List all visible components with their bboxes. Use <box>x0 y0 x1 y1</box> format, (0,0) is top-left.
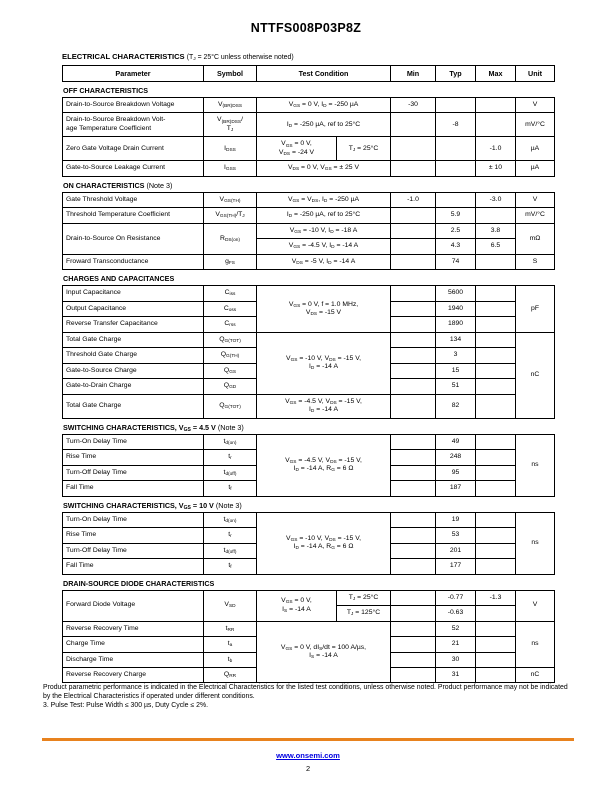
symbol-cell: $C_{rss}$ <box>204 317 257 332</box>
value-cell: -8 <box>436 113 476 137</box>
ec-heading-note: ($T_J = 25^\circ C$ unless otherwise noted) <box>186 54 294 63</box>
symbol-cell: $t_{d(on)}$ <box>204 512 257 527</box>
section-table <box>62 512 555 575</box>
param-cell: Zero Gate Voltage Drain Current <box>63 137 204 161</box>
value-cell: 15 <box>436 363 476 378</box>
value-cell: 5.9 <box>436 208 476 223</box>
param-cell: Discharge Time <box>63 652 204 667</box>
value-cell: 30 <box>436 652 476 667</box>
unit-cell: ns <box>516 512 555 574</box>
unit-cell: V <box>516 192 555 207</box>
symbol-cell: $t_f$ <box>204 481 257 496</box>
value-cell <box>476 512 516 527</box>
symbol-cell: $t_a$ <box>204 637 257 652</box>
table-row <box>63 208 555 223</box>
value-cell <box>391 363 436 378</box>
param-cell: Fall Time <box>63 559 204 574</box>
symbol-cell: $V_{GS(TH)}/T_J$ <box>204 208 257 223</box>
param-cell: Forward Diode Voltage <box>63 590 204 621</box>
unit-cell: mV/°C <box>516 113 555 137</box>
param-cell: Reverse Transfer Capacitance <box>63 317 204 332</box>
symbol-cell: $t_{d(off)}$ <box>204 465 257 480</box>
condition-cell: $T_J = 125^\circ C$ <box>337 606 391 621</box>
param-cell: Threshold Gate Charge <box>63 348 204 363</box>
unit-cell: S <box>516 254 555 269</box>
column-header-parameter: Parameter <box>63 66 204 82</box>
value-cell: 177 <box>436 559 476 574</box>
param-cell: Fall Time <box>63 481 204 496</box>
value-cell <box>391 667 436 682</box>
table-row <box>63 512 555 527</box>
symbol-cell: $Q_{G(TOT)}$ <box>204 394 257 418</box>
param-cell: Threshold Temperature Coefficient <box>63 208 204 223</box>
param-cell: Rise Time <box>63 450 204 465</box>
value-cell <box>476 208 516 223</box>
table-row <box>63 434 555 449</box>
unit-cell: µA <box>516 137 555 161</box>
section-table <box>62 192 555 270</box>
value-cell: 3 <box>436 348 476 363</box>
symbol-cell: $V_{SD}$ <box>204 590 257 621</box>
param-cell: Drain-to-Source Breakdown Volt- age Temperature Coefficient <box>63 113 204 137</box>
value-cell <box>476 286 516 301</box>
table-row <box>63 590 555 605</box>
value-cell <box>391 559 436 574</box>
value-cell: 74 <box>436 254 476 269</box>
value-cell: -0.63 <box>436 606 476 621</box>
value-cell <box>391 394 436 418</box>
symbol-cell: $t_{d(on)}$ <box>204 434 257 449</box>
condition-cell: $V_{GS} = 0$ V, f = 1.0 MHz, $V_{DS} = -15$ V <box>257 286 391 332</box>
section-heading: CHARGES AND CAPACITANCES <box>63 274 175 284</box>
value-cell: 187 <box>436 481 476 496</box>
value-cell: 1890 <box>436 317 476 332</box>
symbol-cell: $t_f$ <box>204 559 257 574</box>
condition-cell: $V_{DS} = -5$ V, $I_D = -14$ A <box>257 254 391 269</box>
symbol-cell: $Q_{GD}$ <box>204 379 257 394</box>
value-cell <box>391 512 436 527</box>
value-cell <box>391 606 436 621</box>
condition-cell: $V_{GS} = 0$ V, $I_S = -14$ A <box>257 590 337 621</box>
value-cell <box>476 465 516 480</box>
value-cell <box>476 652 516 667</box>
electrical-characteristics-heading <box>62 52 554 61</box>
value-cell <box>391 652 436 667</box>
value-cell: 52 <box>436 621 476 636</box>
value-cell <box>476 113 516 137</box>
value-cell <box>436 137 476 161</box>
value-cell <box>391 113 436 137</box>
param-cell: Turn-On Delay Time <box>63 512 204 527</box>
value-cell <box>391 208 436 223</box>
symbol-cell: $t_{RR}$ <box>204 621 257 636</box>
param-cell: Charge Time <box>63 637 204 652</box>
value-cell <box>436 161 476 176</box>
value-cell <box>391 465 436 480</box>
param-cell: Froward Transconductance <box>63 254 204 269</box>
value-cell: 201 <box>436 543 476 558</box>
table-row <box>63 192 555 207</box>
condition-cell: $V_{GS} = -10$ V, $V_{DS} = -15$ V, $I_D = -14$ A, $R_G = 6$ Ω <box>257 512 391 574</box>
value-cell <box>436 192 476 207</box>
symbol-cell: $t_r$ <box>204 450 257 465</box>
symbol-cell: $V_{GS(TH)}$ <box>204 192 257 207</box>
condition-cell: $T_J = 25^\circ C$ <box>337 137 391 161</box>
value-cell <box>391 239 436 254</box>
value-cell: 95 <box>436 465 476 480</box>
value-cell <box>391 348 436 363</box>
value-cell <box>391 332 436 347</box>
footnotes <box>43 683 574 710</box>
value-cell <box>476 317 516 332</box>
value-cell: 3.8 <box>476 223 516 238</box>
value-cell: 134 <box>436 332 476 347</box>
table-row <box>63 98 555 113</box>
param-cell: Turn-Off Delay Time <box>63 543 204 558</box>
value-cell <box>476 254 516 269</box>
page-footer <box>42 738 574 773</box>
unit-cell: pF <box>516 286 555 332</box>
value-cell <box>476 559 516 574</box>
section-table <box>62 285 555 418</box>
unit-cell: V <box>516 590 555 621</box>
param-cell: Total Gate Charge <box>63 394 204 418</box>
page-number: 2 <box>305 763 311 773</box>
symbol-cell: $I_{DSS}$ <box>204 137 257 161</box>
column-header-max: Max <box>476 66 516 82</box>
value-cell <box>391 434 436 449</box>
param-cell: Input Capacitance <box>63 286 204 301</box>
page-content <box>62 52 554 683</box>
value-cell <box>391 528 436 543</box>
unit-cell: mΩ <box>516 223 555 254</box>
value-cell <box>476 606 516 621</box>
value-cell <box>476 394 516 418</box>
value-cell <box>476 332 516 347</box>
value-cell <box>476 98 516 113</box>
value-cell <box>476 301 516 316</box>
unit-cell: nC <box>516 332 555 418</box>
symbol-cell: $Q_{GS}$ <box>204 363 257 378</box>
table-row <box>63 621 555 636</box>
param-cell: Reverse Recovery Charge <box>63 667 204 682</box>
param-cell: Gate-to-Source Charge <box>63 363 204 378</box>
value-cell <box>476 481 516 496</box>
value-cell: 19 <box>436 512 476 527</box>
param-cell: Drain-to-Source Breakdown Voltage <box>63 98 204 113</box>
param-cell: Output Capacitance <box>63 301 204 316</box>
table-row <box>63 394 555 418</box>
value-cell <box>391 379 436 394</box>
value-cell: 51 <box>436 379 476 394</box>
table-row <box>63 286 555 301</box>
symbol-cell: $R_{DS(on)}$ <box>204 223 257 254</box>
table-row <box>63 161 555 176</box>
unit-cell: ns <box>516 621 555 667</box>
unit-cell: mV/°C <box>516 208 555 223</box>
value-cell <box>476 450 516 465</box>
param-cell: Gate-to-Source Leakage Current <box>63 161 204 176</box>
condition-cell: $V_{GS} = 0$ V, $V_{DS} = -24$ V <box>257 137 337 161</box>
value-cell <box>391 543 436 558</box>
electrical-characteristics-table <box>62 65 554 683</box>
condition-cell: $V_{DS} = 0$ V, $V_{GS}$ = ± 25 V <box>257 161 391 176</box>
value-cell: 248 <box>436 450 476 465</box>
condition-cell: $V_{GS} = V_{DS}$, $I_D = -250$ µA <box>257 192 391 207</box>
section-table <box>62 434 555 497</box>
value-cell <box>476 667 516 682</box>
value-cell <box>476 543 516 558</box>
condition-cell: $V_{GS} = 0$ V, $dI_S/dt = 100$ A/µs, $I_S = -14$ A <box>257 621 391 683</box>
value-cell <box>476 528 516 543</box>
symbol-cell: $t_{d(off)}$ <box>204 543 257 558</box>
value-cell <box>391 450 436 465</box>
table-row <box>63 223 555 238</box>
value-cell <box>391 317 436 332</box>
symbol-cell: $C_{iss}$ <box>204 286 257 301</box>
section-heading: SWITCHING CHARACTERISTICS, $V_{GS} = 10$ V (Note 3) <box>63 500 242 511</box>
value-cell: 53 <box>436 528 476 543</box>
condition-cell: $V_{GS} = -10$ V, $I_D = -18$ A <box>257 223 391 238</box>
symbol-cell: $Q_{G(TH)}$ <box>204 348 257 363</box>
column-header-typ: Typ <box>436 66 476 82</box>
value-cell <box>476 348 516 363</box>
value-cell <box>391 286 436 301</box>
value-cell <box>391 254 436 269</box>
value-cell: -1.0 <box>391 192 436 207</box>
condition-cell: $I_D = -250$ µA, ref to 25°C <box>257 113 391 137</box>
value-cell: -0.77 <box>436 590 476 605</box>
unit-cell: V <box>516 98 555 113</box>
value-cell <box>476 379 516 394</box>
condition-cell: $V_{GS} = -4.5$ V, $V_{DS} = -15$ V, $I_D = -14$ A <box>257 394 391 418</box>
value-cell: 82 <box>436 394 476 418</box>
value-cell: 1940 <box>436 301 476 316</box>
symbol-cell: $Q_{G(TOT)}$ <box>204 332 257 347</box>
onsemi-link[interactable]: www.onsemi.com <box>276 750 340 760</box>
value-cell: 49 <box>436 434 476 449</box>
value-cell <box>391 481 436 496</box>
column-header-unit: Unit <box>516 66 555 82</box>
param-cell: Turn-Off Delay Time <box>63 465 204 480</box>
unit-cell: ns <box>516 434 555 496</box>
footnote-3: 3. Pulse Test: Pulse Width ≤ 300 µs, Duty Cycle ≤ 2%. <box>43 702 208 710</box>
value-cell: 5600 <box>436 286 476 301</box>
param-cell: Total Gate Charge <box>63 332 204 347</box>
param-cell: Rise Time <box>63 528 204 543</box>
param-cell: Gate-to-Drain Charge <box>63 379 204 394</box>
value-cell <box>476 637 516 652</box>
section-table <box>62 590 555 684</box>
symbol-cell: $g_{FS}$ <box>204 254 257 269</box>
column-header-test-condition: Test Condition <box>257 66 391 82</box>
condition-cell: $T_J = 25^\circ C$ <box>337 590 391 605</box>
symbol-cell: $t_r$ <box>204 528 257 543</box>
symbol-cell: $Q_{RR}$ <box>204 667 257 682</box>
value-cell: -1.0 <box>476 137 516 161</box>
symbol-cell: $C_{oss}$ <box>204 301 257 316</box>
column-header-symbol: Symbol <box>204 66 257 82</box>
value-cell: 31 <box>436 667 476 682</box>
table-row <box>63 113 555 137</box>
param-cell: Drain-to-Source On Resistance <box>63 223 204 254</box>
section-table <box>62 97 555 177</box>
column-header-row <box>62 65 555 82</box>
value-cell: ± 10 <box>476 161 516 176</box>
value-cell <box>391 137 436 161</box>
param-cell: Gate Threshold Voltage <box>63 192 204 207</box>
value-cell: -3.0 <box>476 192 516 207</box>
value-cell <box>476 621 516 636</box>
param-cell: Turn-On Delay Time <box>63 434 204 449</box>
value-cell: -1.3 <box>476 590 516 605</box>
condition-cell: $V_{GS} = 0$ V, $I_D = -250$ µA <box>257 98 391 113</box>
symbol-cell: $V_{(BR)DSS}$ <box>204 98 257 113</box>
value-cell <box>391 301 436 316</box>
symbol-cell: $V_{(BR)DSS}/$ $T_J$ <box>204 113 257 137</box>
value-cell <box>436 98 476 113</box>
table-row <box>63 137 555 161</box>
datasheet-title: NTTFS008P03P8Z <box>250 21 362 35</box>
ec-heading-label: ELECTRICAL CHARACTERISTICS <box>62 52 185 61</box>
value-cell <box>476 363 516 378</box>
table-row <box>63 332 555 347</box>
table-row <box>63 254 555 269</box>
section-heading: ON CHARACTERISTICS (Note 3) <box>63 180 173 190</box>
symbol-cell: $I_{GSS}$ <box>204 161 257 176</box>
value-cell: 2.5 <box>436 223 476 238</box>
value-cell: 4.3 <box>436 239 476 254</box>
footer-rule <box>42 738 574 741</box>
value-cell: -30 <box>391 98 436 113</box>
value-cell <box>391 161 436 176</box>
value-cell: 21 <box>436 637 476 652</box>
value-cell <box>391 637 436 652</box>
condition-cell: $V_{GS} = -10$ V, $V_{DS} = -15$ V, $I_D = -14$ A <box>257 332 391 394</box>
column-header-min: Min <box>391 66 436 82</box>
value-cell <box>391 590 436 605</box>
condition-cell: $V_{GS} = -4.5$ V, $V_{DS} = -15$ V, $I_D = -14$ A, $R_G = 6$ Ω <box>257 434 391 496</box>
unit-cell: µA <box>516 161 555 176</box>
param-cell: Reverse Recovery Time <box>63 621 204 636</box>
condition-cell: $V_{GS} = -4.5$ V, $I_D = -14$ A <box>257 239 391 254</box>
symbol-cell: $t_b$ <box>204 652 257 667</box>
value-cell <box>391 223 436 238</box>
footnote-general: Product parametric performance is indicated in the Electrical Characteristics for the listed test conditions, unless otherwise noted. Product performance may not be indicated by the Electrical Characteristics if operated under different conditions. <box>43 684 568 701</box>
value-cell: 6.5 <box>476 239 516 254</box>
value-cell <box>391 621 436 636</box>
condition-cell: $I_D = -250$ µA, ref to 25°C <box>257 208 391 223</box>
section-heading: DRAIN-SOURCE DIODE CHARACTERISTICS <box>63 578 215 588</box>
section-heading: OFF CHARACTERISTICS <box>63 86 149 95</box>
unit-cell: nC <box>516 667 555 682</box>
value-cell <box>476 434 516 449</box>
section-heading: SWITCHING CHARACTERISTICS, $V_{GS} = 4.5$ V (Note 3) <box>63 422 244 433</box>
